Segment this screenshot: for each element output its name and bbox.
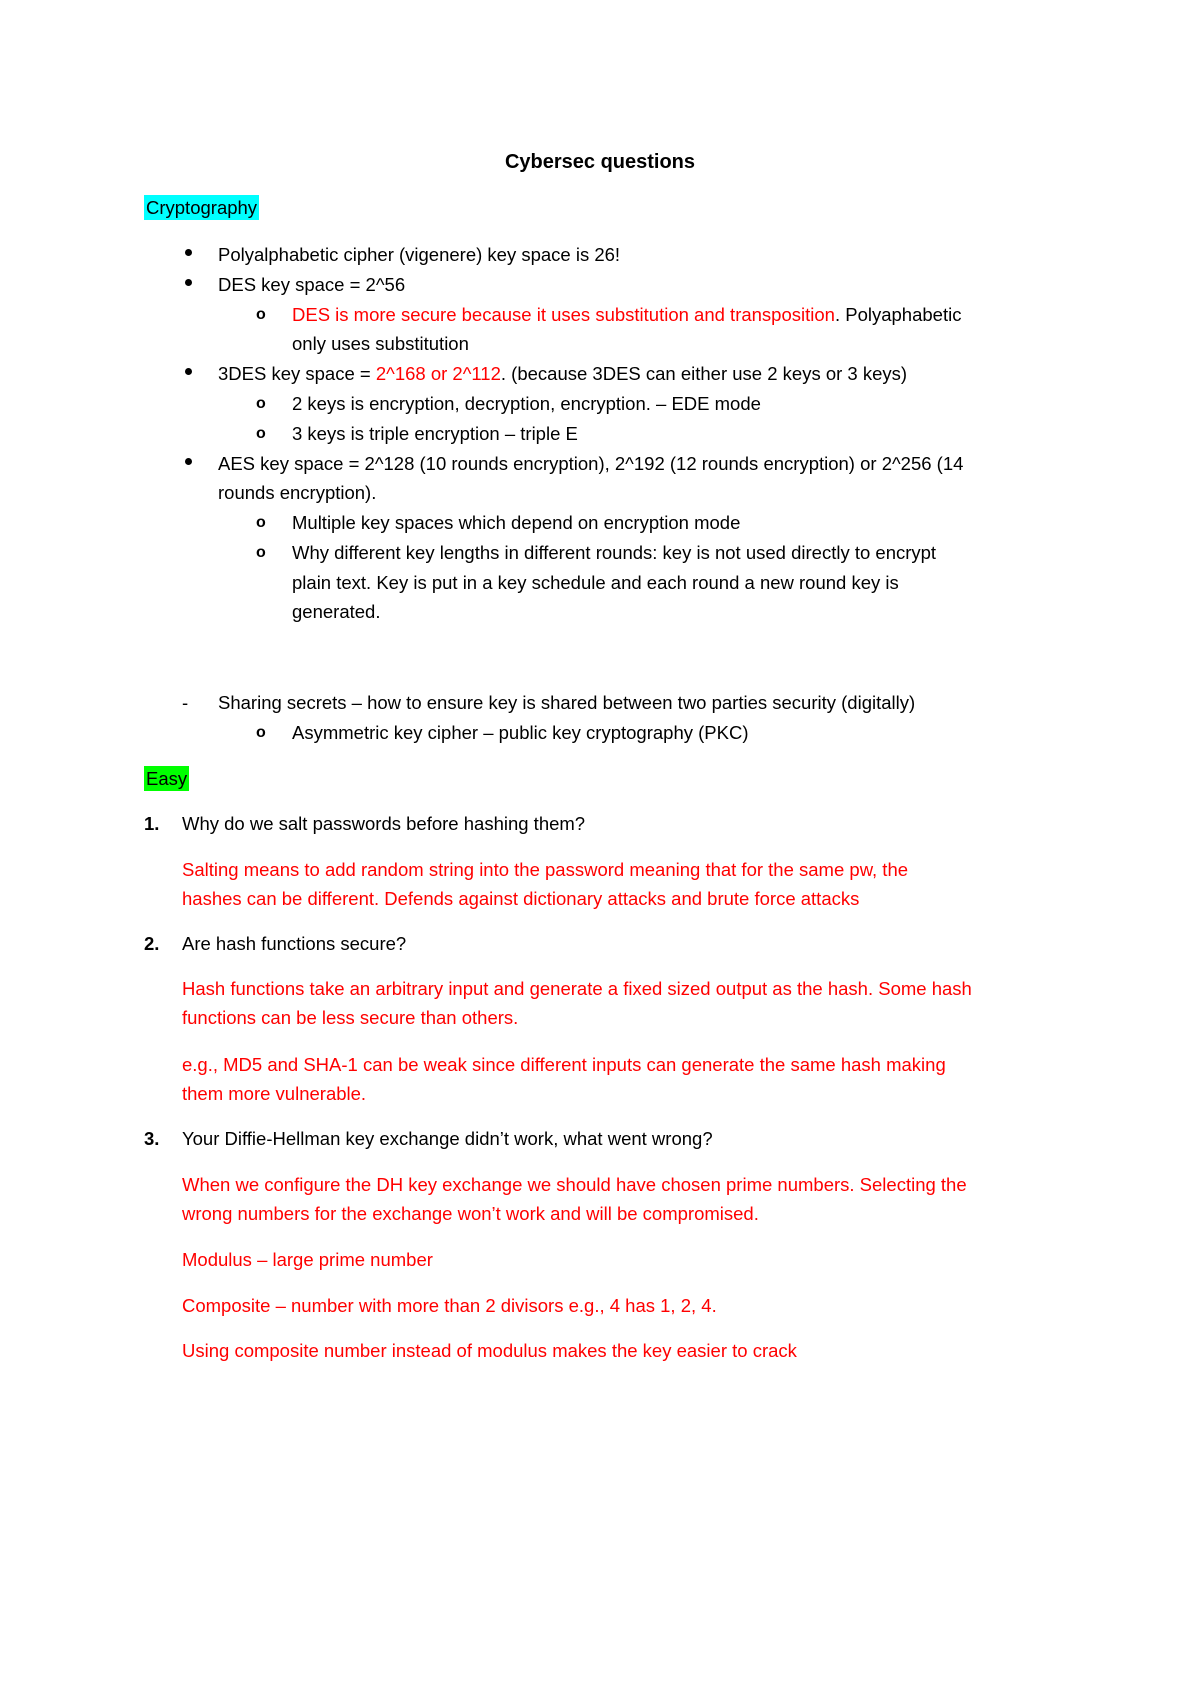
- 3des-keyspace-value: 2^168 or 2^112: [375, 363, 501, 384]
- crypto-bullet-4-sub-2: Why different key lengths in different rounds: key is not used directly to encrypt: [292, 542, 937, 563]
- crypto-bullet-1: Polyalphabetic cipher (vigenere) key space is 26!: [218, 244, 621, 265]
- answer-3b: Modulus – large prime number: [182, 1249, 433, 1270]
- question-1: Why do we salt passwords before hashing them?: [182, 813, 586, 834]
- crypto-bullet-3-sub-1: 2 keys is encryption, decryption, encryption. – EDE mode: [292, 393, 761, 414]
- crypto-bullet-4-sub-2-line3: generated.: [292, 601, 381, 622]
- answer-2-line1: Hash functions take an arbitrary input and generate a fixed sized output as the hash. Some hash: [182, 978, 972, 999]
- bullet-dot: [185, 458, 192, 465]
- polyalphabetic-text: . Polyaphabetic: [834, 304, 962, 325]
- sub-bullet-marker: o: [256, 724, 266, 741]
- sub-bullet-marker: o: [256, 425, 266, 442]
- bullet-dot: [185, 368, 192, 375]
- answer-1-line2: hashes can be different. Defends against dictionary attacks and brute force attacks: [182, 888, 860, 909]
- section-heading-easy: [144, 767, 189, 791]
- bullet-dot: [185, 279, 192, 286]
- 3des-explanation: . (because 3DES can either use 2 keys or 3 keys): [500, 363, 908, 384]
- question-2: Are hash functions secure?: [182, 933, 407, 954]
- answer-2b-line1: e.g., MD5 and SHA-1 can be weak since different inputs can generate the same hash making: [182, 1054, 946, 1075]
- answer-2-line2: functions can be less secure than others.: [182, 1007, 519, 1028]
- sub-bullet-marker: o: [256, 544, 266, 561]
- crypto-bullet-4: AES key space = 2^128 (10 rounds encryption), 2^192 (12 rounds encryption) or 2^256 (14: [218, 453, 964, 474]
- crypto-bullet-2-sub-1: [292, 303, 961, 327]
- section-heading-cryptography: [144, 196, 259, 220]
- sub-bullet-marker: o: [256, 395, 266, 412]
- des-secure-text: DES is more secure because it uses substitution and transposition: [292, 304, 835, 325]
- answer-3-line1: When we configure the DH key exchange we should have chosen prime numbers. Selecting the: [182, 1174, 967, 1195]
- bullet-dot: [185, 249, 192, 256]
- easy-label: Easy: [146, 768, 188, 789]
- 3des-prefix: 3DES key space =: [218, 363, 376, 384]
- question-number-2: 2.: [144, 933, 160, 954]
- crypto-bullet-4-sub-2-line2: plain text. Key is put in a key schedule and each round a new round key is: [292, 572, 899, 593]
- sub-bullet-marker: o: [256, 306, 266, 323]
- answer-2b-line2: them more vulnerable.: [182, 1083, 367, 1104]
- answer-1-line1: Salting means to add random string into the password meaning that for the same pw, the: [182, 859, 909, 880]
- sharing-secrets-sub-1: Asymmetric key cipher – public key cryptography (PKC): [292, 722, 749, 743]
- crypto-bullet-4-line2: rounds encryption).: [218, 482, 377, 503]
- crypto-bullet-2: DES key space = 2^56: [218, 274, 406, 295]
- crypto-bullet-3: [218, 362, 907, 386]
- dash-marker: -: [182, 692, 189, 713]
- crypto-bullet-2-sub-1-line2: only uses substitution: [292, 333, 469, 354]
- sharing-secrets-item: Sharing secrets – how to ensure key is shared between two parties security (digitally): [218, 692, 916, 713]
- crypto-bullet-3-sub-2: 3 keys is triple encryption – triple E: [292, 423, 578, 444]
- page-title: Cybersec questions: [504, 151, 696, 173]
- answer-3c: Composite – number with more than 2 divisors e.g., 4 has 1, 2, 4.: [182, 1295, 717, 1316]
- cryptography-label: Cryptography: [146, 197, 258, 218]
- question-number-1: 1.: [144, 813, 160, 834]
- answer-3d: Using composite number instead of modulus makes the key easier to crack: [182, 1340, 797, 1361]
- answer-3-line2: wrong numbers for the exchange won’t work and will be compromised.: [182, 1203, 759, 1224]
- question-3: Your Diffie-Hellman key exchange didn’t work, what went wrong?: [182, 1128, 713, 1149]
- crypto-bullet-4-sub-1: Multiple key spaces which depend on encryption mode: [292, 512, 741, 533]
- question-number-3: 3.: [144, 1128, 160, 1149]
- sub-bullet-marker: o: [256, 514, 266, 531]
